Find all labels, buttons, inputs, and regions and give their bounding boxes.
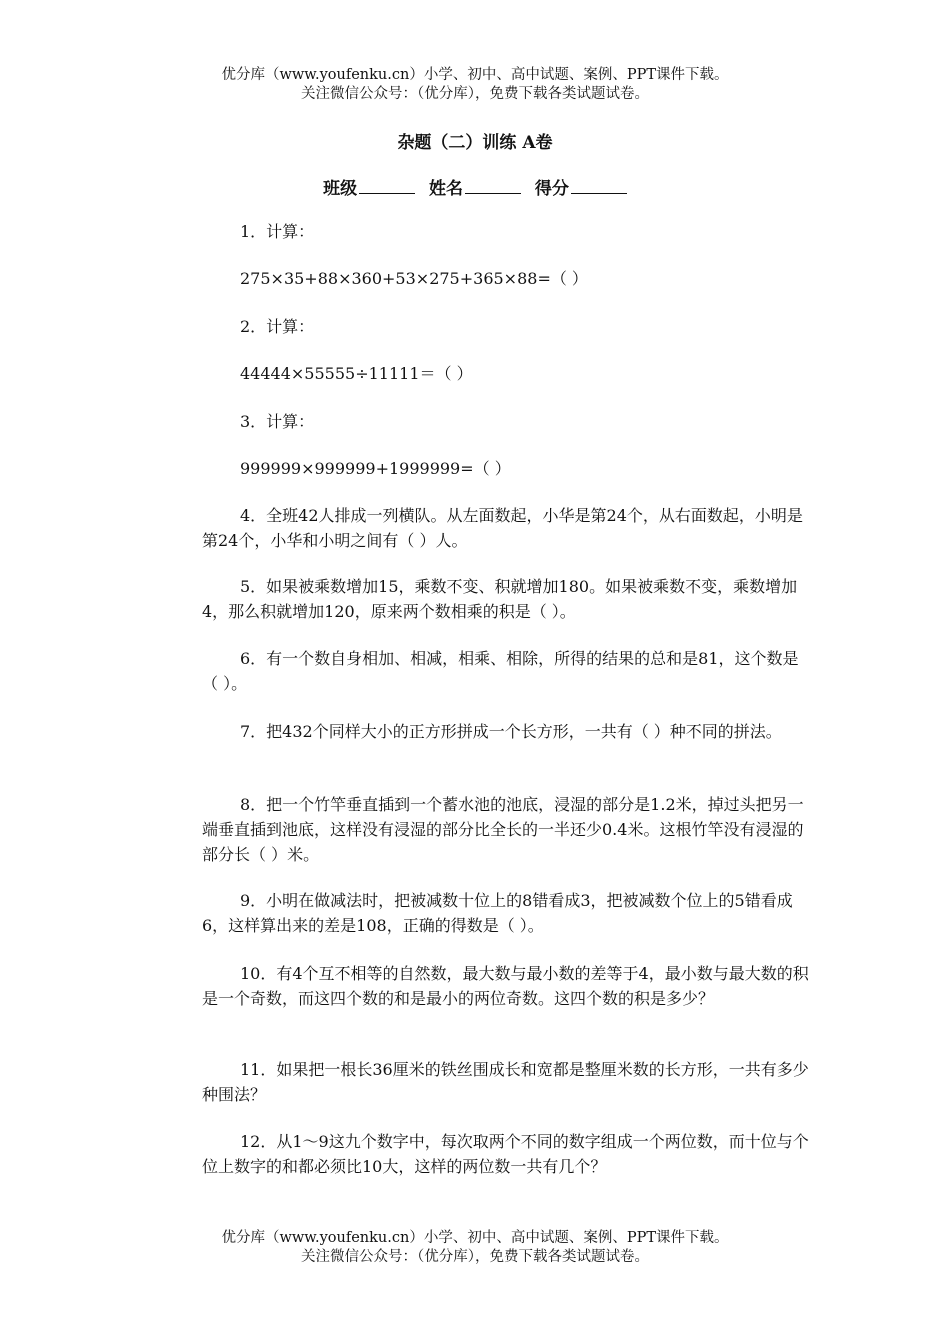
page-header-top bbox=[0, 66, 950, 104]
question-1-expression: 275×35+88×360+53×275+365×88=（ ） bbox=[240, 269, 588, 288]
question-3-label: 3．计算： bbox=[240, 412, 315, 431]
question-1-label: 1．计算： bbox=[240, 222, 315, 241]
header-line-2: 关注微信公众号：（优分库），免费下载各类试题试卷。 bbox=[301, 86, 649, 102]
page-footer bbox=[0, 1229, 950, 1267]
question-5: 5．如果被乘数增加15，乘数不变、积就增加180。如果被乘数不变，乘数增加4，那么积就增加120，原来两个数相乘的积是（ ）。 bbox=[202, 577, 798, 621]
name-blank bbox=[465, 177, 521, 194]
question-6: 6．有一个数自身相加、相减，相乘、相除，所得的结果的总和是81，这个数是（ ）。 bbox=[202, 649, 799, 693]
question-11: 11．如果把一根长36厘米的铁丝围成长和宽都是整厘米数的长方形，一共有多少种围法？ bbox=[202, 1060, 809, 1104]
question-9: 9．小明在做减法时，把被减数十位上的8错看成3，把被减数个位上的5错看成6，这样算出来的差是108，正确的得数是（ ）。 bbox=[202, 891, 793, 935]
footer-line-1: 优分库（www.youfenku.cn）小学、初中、高中试题、案例、PPT课件下载。 bbox=[221, 1230, 729, 1246]
header-line-1: 优分库（www.youfenku.cn）小学、初中、高中试题、案例、PPT课件下载。 bbox=[221, 67, 729, 83]
question-3-expression: 999999×999999+1999999=（ ） bbox=[240, 459, 511, 478]
question-8: 8．把一个竹竿垂直插到一个蓄水池的池底，浸湿的部分是1.2米，掉过头把另一端垂直插到池底，这样没有浸湿的部分比全长的一半还少0.4米。这根竹竿没有浸湿的部分长（ ）米。 bbox=[202, 795, 804, 864]
question-7: 7．把432个同样大小的正方形拼成一个长方形，一共有（ ）种不同的拼法。 bbox=[240, 722, 782, 741]
question-2-label: 2．计算： bbox=[240, 317, 315, 336]
class-field: 班级 bbox=[323, 174, 415, 199]
question-2-expression: 44444×55555÷11111＝（ ） bbox=[240, 364, 473, 383]
name-field: 姓名 bbox=[429, 174, 521, 199]
score-field: 得分 bbox=[535, 174, 627, 199]
question-4: 4．全班42人排成一列横队。从左面数起，小华是第24个，从右面数起，小明是第24个，小华和小明之间有（ ）人。 bbox=[202, 506, 803, 550]
student-info-line bbox=[0, 174, 950, 199]
footer-line-2: 关注微信公众号：（优分库），免费下载各类试题试卷。 bbox=[301, 1249, 649, 1265]
class-blank bbox=[359, 177, 415, 194]
page-title: 杂题（二）训练 A卷 bbox=[397, 133, 553, 153]
question-12: 12．从1～9这九个数字中，每次取两个不同的数字组成一个两位数，而十位与个位上数字的和都必须比10大，这样的两位数一共有几个？ bbox=[202, 1132, 809, 1176]
question-10: 10．有4个互不相等的自然数，最大数与最小数的差等于4，最小数与最大数的积是一个奇数，而这四个数的和是最小的两位奇数。这四个数的积是多少？ bbox=[202, 964, 809, 1008]
score-blank bbox=[571, 177, 627, 194]
